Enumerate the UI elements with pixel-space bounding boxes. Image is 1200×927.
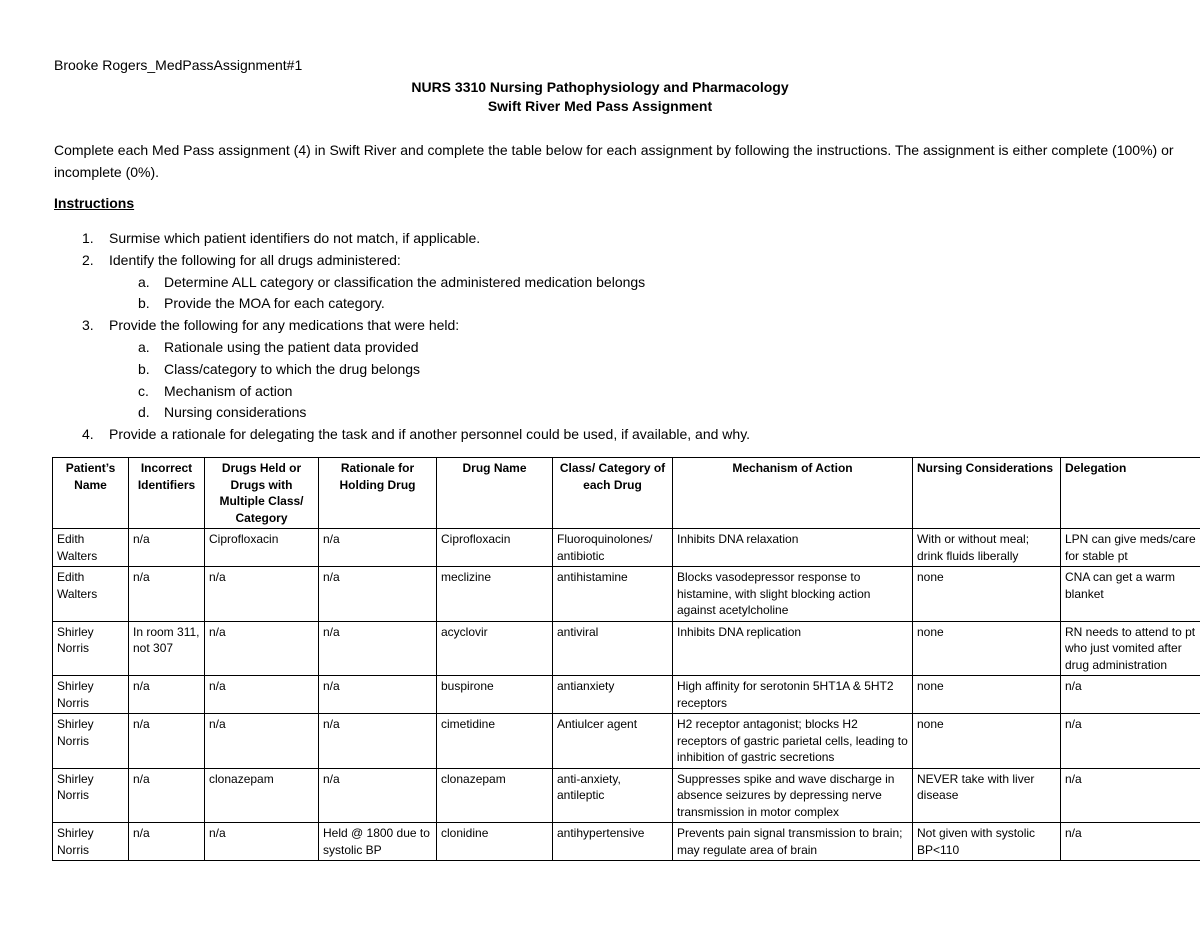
cell-delegation: n/a: [1061, 714, 1200, 769]
cell-drugs-held: n/a: [205, 714, 319, 769]
table-header-row: [53, 458, 1200, 529]
cell-delegation: RN needs to attend to pt who just vomited after drug administration: [1061, 621, 1200, 676]
cell-mechanism-of-action: Suppresses spike and wave discharge in absence seizures by depressing nerve transmission in motor complex: [673, 768, 913, 823]
cell-drug-class: anti-anxiety, antileptic: [553, 768, 673, 823]
cell-drug-name: clonazepam: [437, 768, 553, 823]
cell-drugs-held: clonazepam: [205, 768, 319, 823]
cell-incorrect-identifiers: n/a: [129, 714, 205, 769]
instruction-text: Identify the following for all drugs administered:: [109, 251, 401, 268]
document-header: Brooke Rogers_MedPassAssignment#1: [54, 57, 303, 73]
table-body: [53, 529, 1200, 861]
med-pass-table: [52, 457, 1200, 861]
cell-rationale-holding: n/a: [319, 676, 437, 714]
cell-mechanism-of-action: High affinity for serotonin 5HT1A & 5HT2 receptors: [673, 676, 913, 714]
instruction-marker: d.: [138, 404, 150, 421]
cell-drug-name: acyclovir: [437, 621, 553, 676]
instruction-text: Mechanism of action: [164, 382, 293, 399]
course-title: NURS 3310 Nursing Pathophysiology and Pharmacology: [411, 79, 789, 95]
cell-incorrect-identifiers: n/a: [129, 676, 205, 714]
instruction-marker: b.: [138, 360, 150, 377]
instruction-marker: c.: [138, 382, 149, 399]
cell-delegation: LPN can give meds/care for stable pt: [1061, 529, 1200, 567]
cell-drug-name: cimetidine: [437, 714, 553, 769]
cell-drugs-held: n/a: [205, 621, 319, 676]
cell-mechanism-of-action: Inhibits DNA relaxation: [673, 529, 913, 567]
cell-patient-name: Shirley Norris: [53, 676, 129, 714]
cell-rationale-holding: n/a: [319, 768, 437, 823]
cell-patient-name: Shirley Norris: [53, 768, 129, 823]
table-row: [53, 714, 1200, 769]
instruction-marker: 3.: [82, 317, 94, 334]
cell-drug-class: Antiulcer agent: [553, 714, 673, 769]
instruction-text: Rationale using the patient data provided: [164, 338, 419, 355]
instruction-text: Provide a rationale for delegating the task and if another personnel could be used, if available, and why.: [109, 426, 751, 443]
column-header-incorrect-identifiers: Incorrect Identifiers: [129, 458, 205, 529]
cell-rationale-holding: n/a: [319, 621, 437, 676]
cell-mechanism-of-action: H2 receptor antagonist; blocks H2 receptors of gastric parietal cells, leading to inhibition of gastric secretions: [673, 714, 913, 769]
column-header-drugs-held: Drugs Held or Drugs with Multiple Class/ Category: [205, 458, 319, 529]
table-row: [53, 823, 1200, 861]
cell-patient-name: Shirley Norris: [53, 714, 129, 769]
cell-nursing-considerations: none: [913, 621, 1061, 676]
cell-incorrect-identifiers: n/a: [129, 529, 205, 567]
column-header-delegation: Delegation: [1061, 458, 1200, 529]
cell-patient-name: Edith Walters: [53, 567, 129, 622]
cell-patient-name: Edith Walters: [53, 529, 129, 567]
cell-drug-class: antihypertensive: [553, 823, 673, 861]
assignment-title: Swift River Med Pass Assignment: [487, 98, 713, 114]
cell-nursing-considerations: NEVER take with liver disease: [913, 768, 1061, 823]
column-header-drug-class: Class/ Category of each Drug: [553, 458, 673, 529]
cell-drugs-held: n/a: [205, 676, 319, 714]
cell-delegation: n/a: [1061, 823, 1200, 861]
instruction-marker: 2.: [82, 251, 94, 268]
cell-delegation: n/a: [1061, 768, 1200, 823]
cell-mechanism-of-action: Blocks vasodepressor response to histamine, with slight blocking action against acetylcholine: [673, 567, 913, 622]
intro-paragraph: Complete each Med Pass assignment (4) in Swift River and complete the table below for each assignment by following the instructions. The assignment is either complete (100%) or incomplete (0%).: [54, 142, 1174, 180]
table-row: [53, 621, 1200, 676]
cell-drugs-held: Ciprofloxacin: [205, 529, 319, 567]
cell-drug-class: Fluoroquinolones/ antibiotic: [553, 529, 673, 567]
cell-drug-class: antiviral: [553, 621, 673, 676]
cell-rationale-holding: n/a: [319, 714, 437, 769]
cell-mechanism-of-action: Prevents pain signal transmission to brain; may regulate area of brain: [673, 823, 913, 861]
instruction-marker: 1.: [82, 230, 94, 246]
cell-nursing-considerations: none: [913, 567, 1061, 622]
cell-rationale-holding: n/a: [319, 567, 437, 622]
table-row: [53, 567, 1200, 622]
cell-drug-name: meclizine: [437, 567, 553, 622]
cell-nursing-considerations: With or without meal; drink fluids liberally: [913, 529, 1061, 567]
cell-mechanism-of-action: Inhibits DNA replication: [673, 621, 913, 676]
instruction-text: Determine ALL category or classification the administered medication belongs: [164, 273, 646, 290]
cell-nursing-considerations: none: [913, 714, 1061, 769]
cell-incorrect-identifiers: n/a: [129, 567, 205, 622]
cell-incorrect-identifiers: In room 311, not 307: [129, 621, 205, 676]
cell-drug-class: antihistamine: [553, 567, 673, 622]
instruction-text: Provide the MOA for each category.: [164, 295, 385, 312]
cell-incorrect-identifiers: n/a: [129, 768, 205, 823]
cell-patient-name: Shirley Norris: [53, 621, 129, 676]
cell-drug-class: antianxiety: [553, 676, 673, 714]
cell-drug-name: Ciprofloxacin: [437, 529, 553, 567]
instruction-marker: 4.: [82, 426, 94, 443]
instruction-marker: a.: [138, 273, 150, 290]
instruction-marker: a.: [138, 338, 150, 355]
column-header-rationale-holding: Rationale for Holding Drug: [319, 458, 437, 529]
cell-rationale-holding: Held @ 1800 due to systolic BP: [319, 823, 437, 861]
cell-nursing-considerations: Not given with systolic BP<110: [913, 823, 1061, 861]
cell-delegation: n/a: [1061, 676, 1200, 714]
column-header-drug-name: Drug Name: [437, 458, 553, 529]
cell-drug-name: clonidine: [437, 823, 553, 861]
table-row: [53, 676, 1200, 714]
cell-rationale-holding: n/a: [319, 529, 437, 567]
column-header-mechanism-of-action: Mechanism of Action: [673, 458, 913, 529]
instruction-marker: b.: [138, 295, 150, 312]
cell-drug-name: buspirone: [437, 676, 553, 714]
cell-patient-name: Shirley Norris: [53, 823, 129, 861]
instruction-text: Nursing considerations: [164, 404, 307, 421]
cell-drugs-held: n/a: [205, 823, 319, 861]
instructions-heading: Instructions: [54, 195, 135, 211]
table-row: [53, 768, 1200, 823]
table-row: [53, 529, 1200, 567]
instruction-text: Class/category to which the drug belongs: [164, 360, 421, 377]
column-header-patient-name: Patient’s Name: [53, 458, 129, 529]
cell-incorrect-identifiers: n/a: [129, 823, 205, 861]
cell-delegation: CNA can get a warm blanket: [1061, 567, 1200, 622]
instruction-text: Provide the following for any medications that were held:: [109, 317, 460, 334]
instruction-text: Surmise which patient identifiers do not match, if applicable.: [109, 230, 481, 246]
cell-drugs-held: n/a: [205, 567, 319, 622]
column-header-nursing-considerations: Nursing Considerations: [913, 458, 1061, 529]
cell-nursing-considerations: none: [913, 676, 1061, 714]
